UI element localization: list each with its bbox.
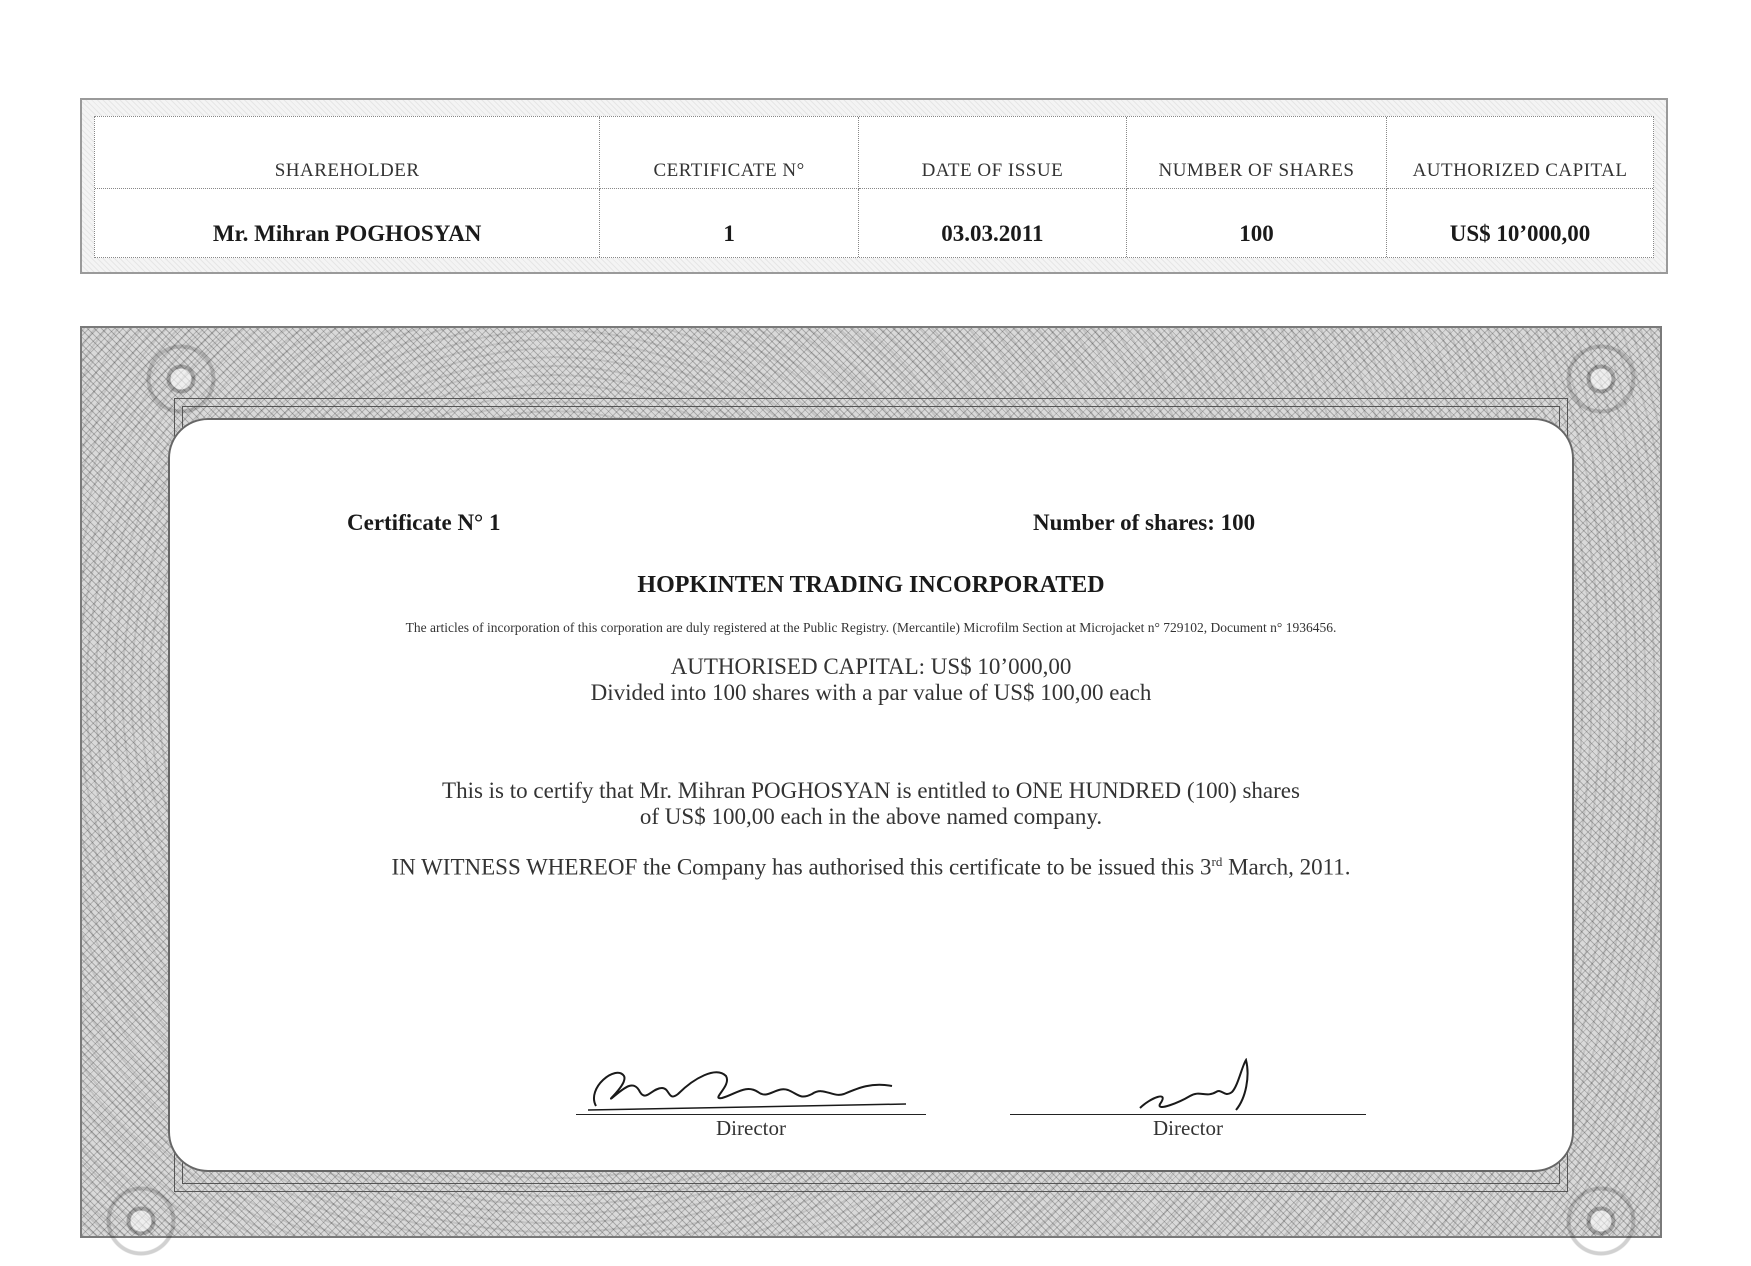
director-signature-2 [1010,1058,1366,1141]
header-date-of-issue: DATE OF ISSUE [858,117,1126,189]
corner-ornament [1556,1176,1646,1266]
certify-line-1: This is to certify that Mr. Mihran POGHOSYAN is entitled to ONE HUNDRED (100) shares [442,778,1300,803]
header-number-of-shares: NUMBER OF SHARES [1126,117,1386,189]
witness-ordinal: rd [1211,854,1223,869]
witness-date: March, 2011. [1222,854,1351,880]
header-authorized-capital: AUTHORIZED CAPITAL [1387,117,1653,189]
witness-statement [168,854,1574,881]
signature-line [1010,1114,1366,1115]
register-value-row [95,189,1653,258]
number-of-shares: Number of shares: 100 [1033,510,1256,535]
company-name: HOPKINTEN TRADING INCORPORATED [637,572,1105,598]
witness-text: IN WITNESS WHEREOF the Company has authorised this certificate to be issued this 3 [391,854,1212,880]
header-shareholder: SHAREHOLDER [95,117,600,189]
par-value-note: Divided into 100 shares with a par value of US$ 100,00 each [590,680,1152,705]
certify-line-2: of US$ 100,00 each in the above named company. [639,804,1103,829]
signature-scribble [576,1058,926,1114]
value-date-of-issue: 03.03.2011 [858,189,1126,258]
share-certificate [80,326,1662,1238]
signature-label: Director [1153,1116,1223,1140]
register-header-row [95,117,1653,189]
value-certificate-no: 1 [600,189,859,258]
signature-scribble [1010,1058,1366,1114]
corner-ornament [96,1176,186,1266]
stub-inner [94,116,1654,258]
register-table [95,117,1653,257]
signature-label: Director [716,1116,786,1140]
certificate-number: Certificate N° 1 [347,510,501,535]
authorised-capital: AUTHORISED CAPITAL: US$ 10’000,00 [670,654,1072,679]
header-certificate-no: CERTIFICATE N° [600,117,859,189]
corner-ornament [1556,334,1646,424]
authorised-capital-block [168,654,1574,706]
certificate-panel [168,418,1574,1172]
signature-line [576,1114,926,1115]
certification-statement [168,778,1574,830]
articles-of-incorporation: The articles of incorporation of this corporation are duly registered at the Public Registry. (Mercantile) Microfilm Section at Microjacket n° 729102, Document n° 1936456. [405,620,1337,635]
value-shareholder: Mr. Mihran POGHOSYAN [95,189,600,258]
value-number-of-shares: 100 [1126,189,1386,258]
value-authorized-capital: US$ 10’000,00 [1449,221,1591,246]
director-signature-1 [576,1058,926,1141]
share-register-stub [80,98,1668,274]
